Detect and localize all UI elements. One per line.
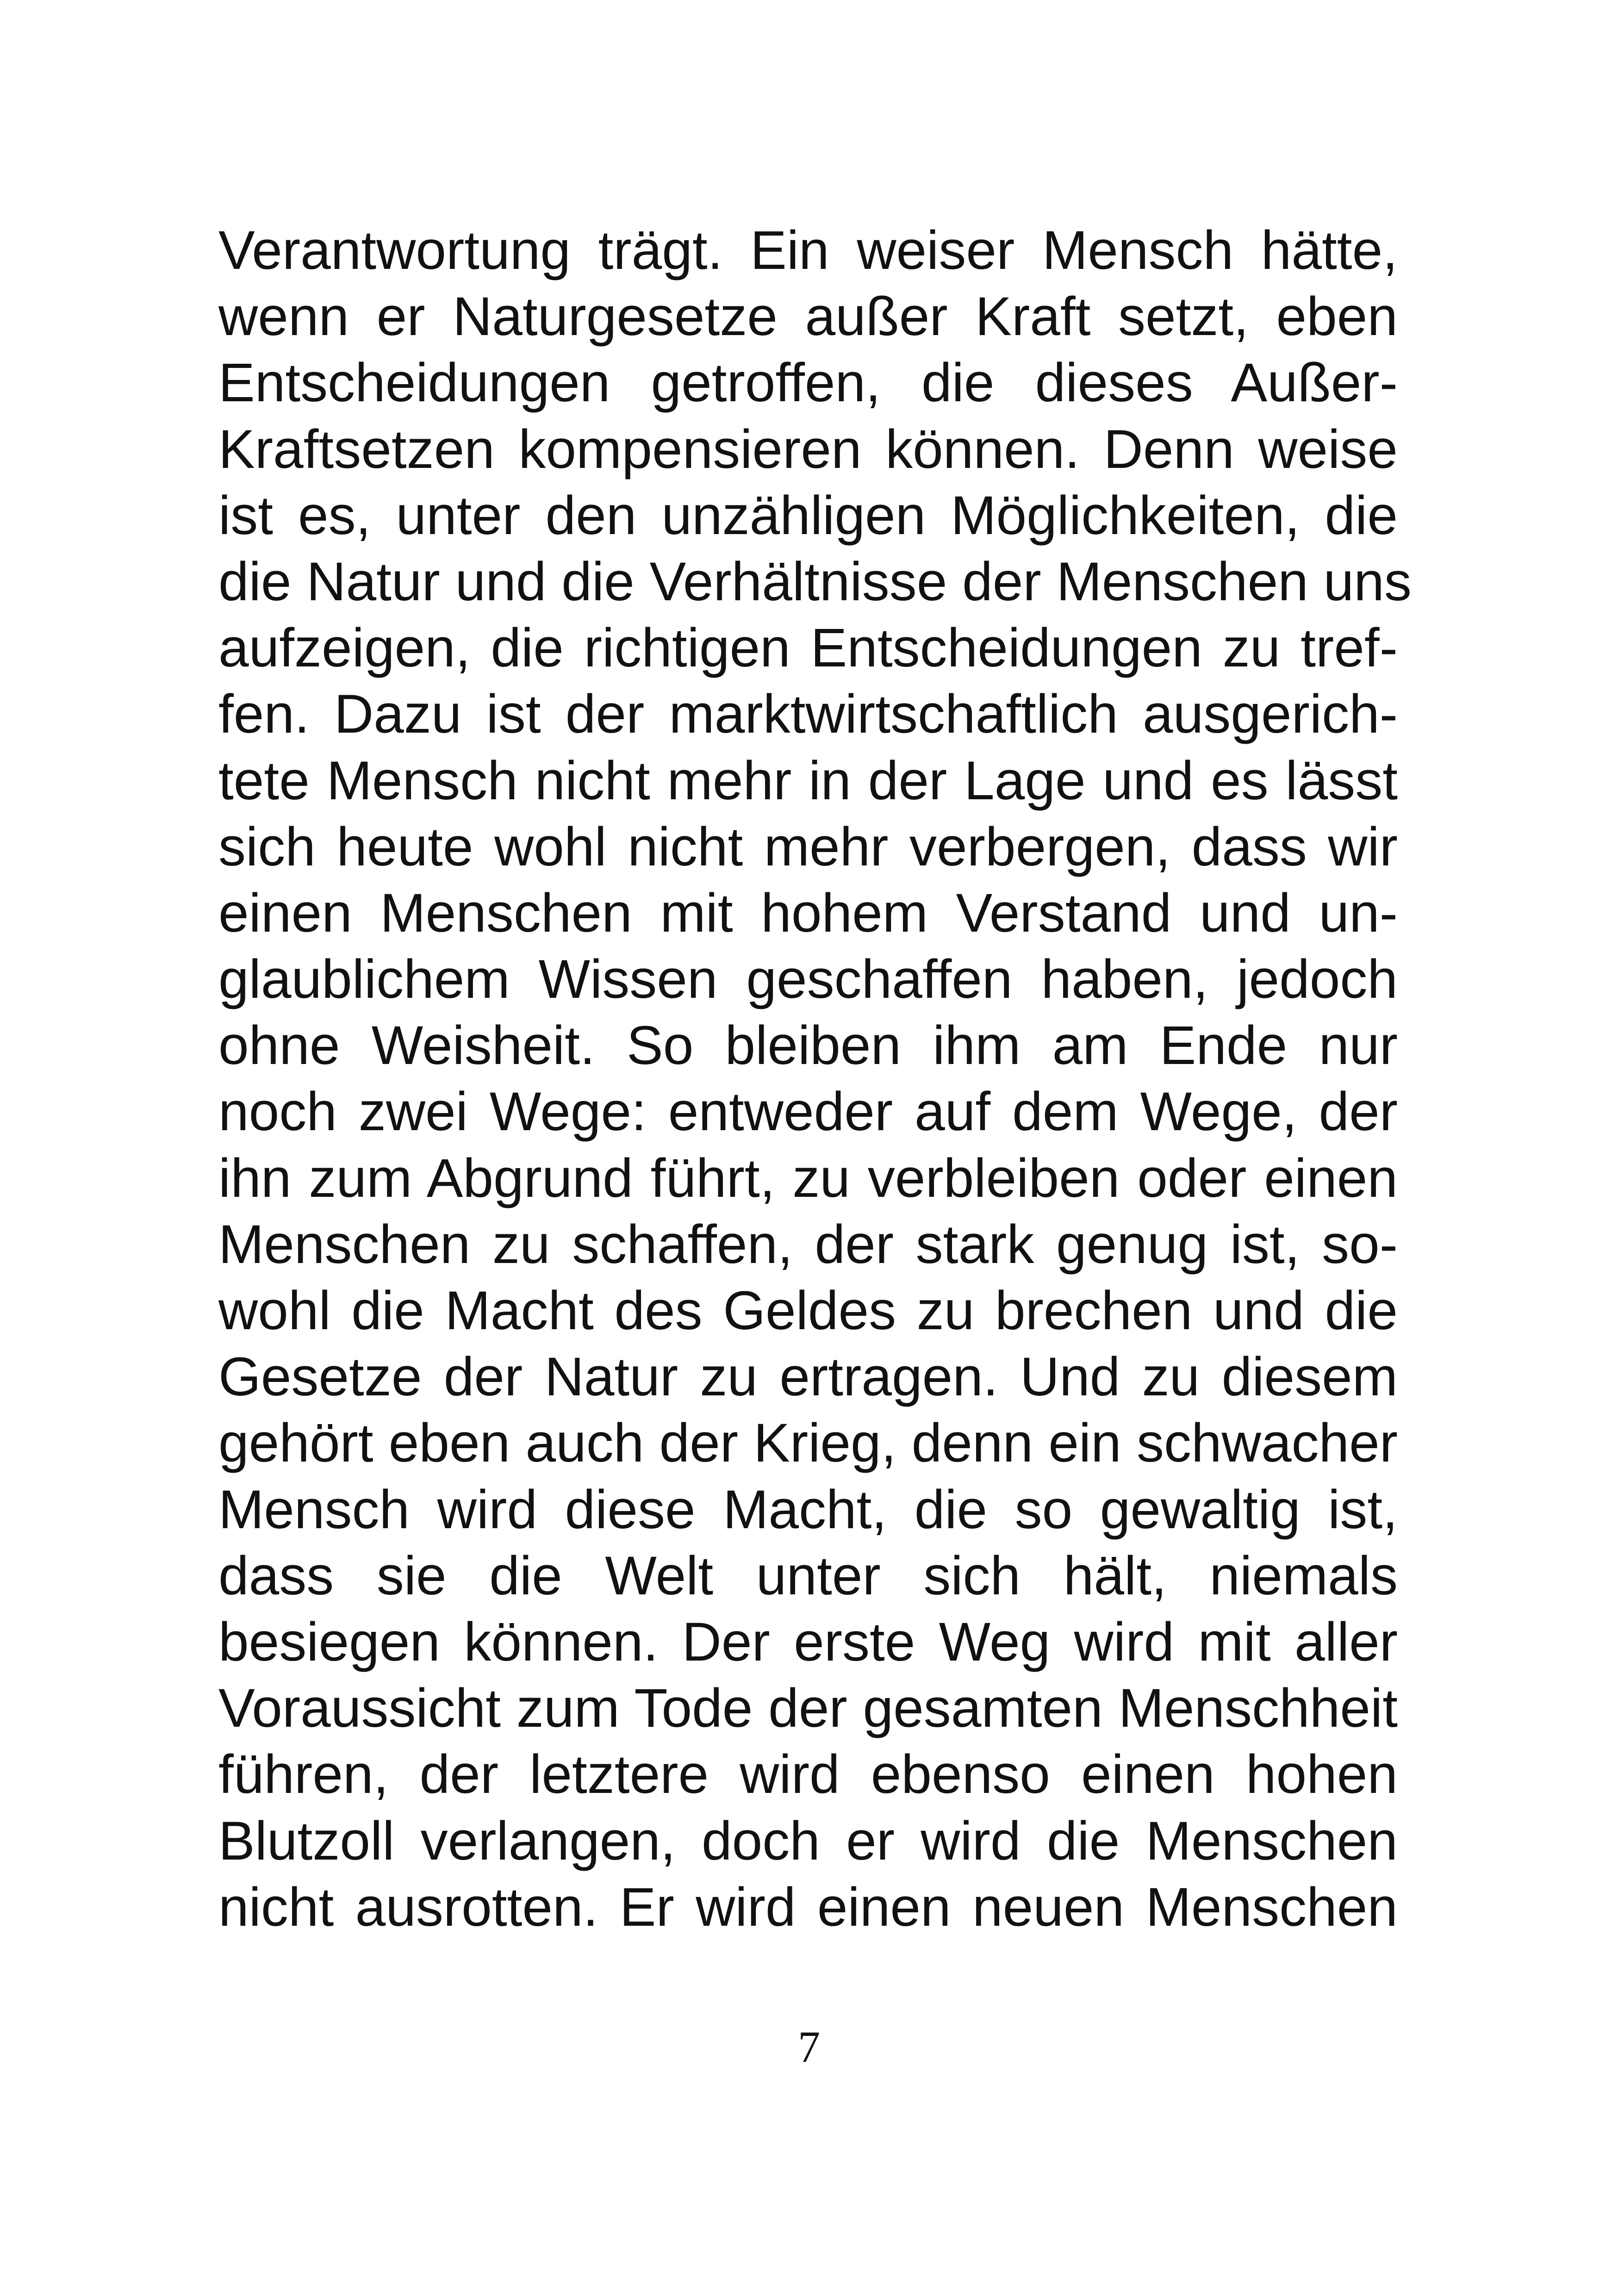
text-line: glaublichem Wissen geschaffen haben, jedoch — [218, 949, 1398, 1010]
text-line: einen Menschen mit hohem Verstand und un- — [218, 882, 1398, 944]
text-line: wenn er Naturgesetze außer Kraft setzt, eben — [218, 286, 1398, 348]
text-line: noch zwei Wege: entweder auf dem Wege, der — [218, 1081, 1398, 1143]
text-line: Verantwortung trägt. Ein weiser Mensch hätte, — [218, 220, 1398, 281]
text-line: Blutzoll verlangen, doch er wird die Menschen — [218, 1810, 1398, 1872]
body-text — [218, 218, 1412, 1941]
text-line: Voraussicht zum Tode der gesamten Menschheit — [218, 1678, 1398, 1739]
text-line: Mensch wird diese Macht, die so gewaltig ist, — [218, 1479, 1398, 1540]
text-line: sich heute wohl nicht mehr verbergen, dass wir — [218, 816, 1398, 877]
text-line: aufzeigen, die richtigen Entscheidungen zu tref- — [218, 617, 1398, 679]
text-line: wohl die Macht des Geldes zu brechen und die — [218, 1280, 1398, 1341]
text-line: ihn zum Abgrund führt, zu verbleiben oder einen — [218, 1147, 1398, 1209]
text-line: Menschen zu schaffen, der stark genug ist, so- — [218, 1213, 1398, 1275]
text-line: ist es, unter den unzähligen Möglichkeiten, die — [218, 485, 1398, 546]
page-number: 7 — [798, 2022, 820, 2072]
text-line: Entscheidungen getroffen, die dieses Außer- — [218, 352, 1398, 414]
text-line: ohne Weisheit. So bleiben ihm am Ende nur — [218, 1015, 1398, 1076]
text-line: Kraftsetzen kompensieren können. Denn weise — [218, 418, 1398, 480]
text-line: tete Mensch nicht mehr in der Lage und es lässt — [218, 750, 1398, 811]
text-line: die Natur und die Verhältnisse der Menschen uns — [218, 551, 1412, 612]
text-line: dass sie die Welt unter sich hält, niemals — [218, 1545, 1398, 1606]
text-line: gehört eben auch der Krieg, denn ein schwacher — [218, 1412, 1398, 1474]
text-line: nicht ausrotten. Er wird einen neuen Menschen — [218, 1876, 1398, 1938]
text-line: führen, der letztere wird ebenso einen hohen — [218, 1744, 1398, 1805]
text-line: fen. Dazu ist der marktwirtschaftlich ausgerich- — [218, 684, 1398, 745]
text-line: besiegen können. Der erste Weg wird mit aller — [218, 1611, 1398, 1673]
text-line: Gesetze der Natur zu ertragen. Und zu diesem — [218, 1346, 1398, 1408]
